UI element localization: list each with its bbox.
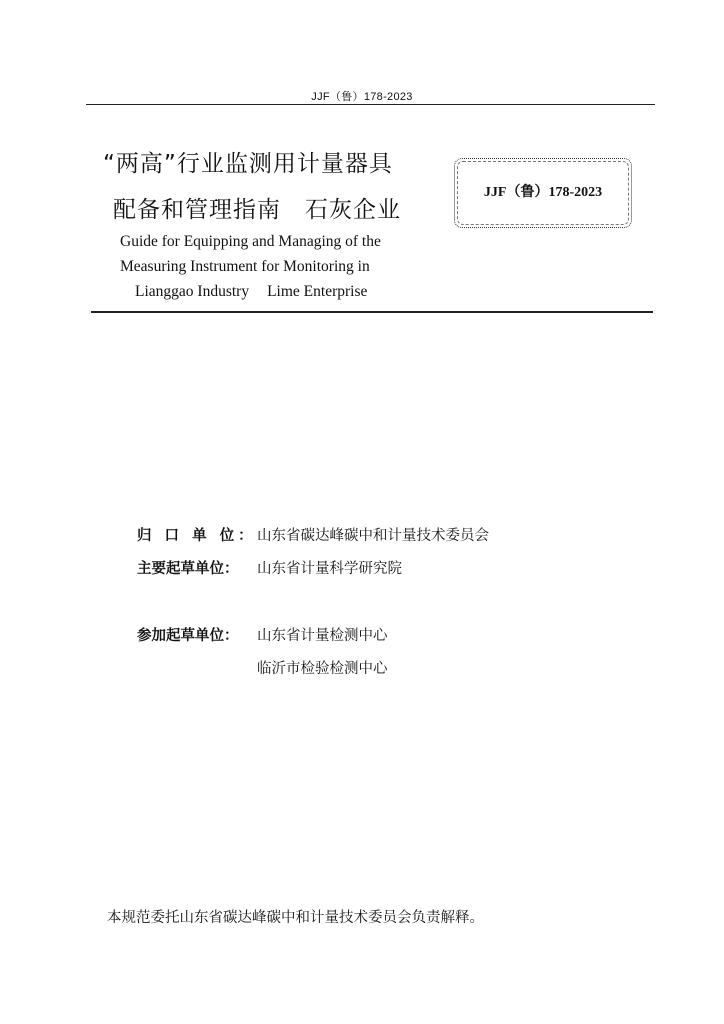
responsible-unit-label: 归 口 单 位： [137,528,257,544]
chinese-title-main: 配备和管理指南 [113,197,281,223]
chinese-title-sub: 石灰企业 [305,197,401,223]
chinese-title-line-2 [113,191,401,224]
title-divider [91,311,653,313]
main-drafter-value: 山东省计量科学研究院 [257,561,402,577]
interpretation-note: 本规范委托山东省碳达峰碳中和计量技术委员会负责解释。 [107,910,484,926]
participating-drafter-value-2: 临沂市检验检测中心 [257,661,388,677]
english-title-enterprise: Lime Enterprise [267,283,368,300]
participating-drafter-value-1: 山东省计量检测中心 [257,628,388,644]
english-title-industry: Lianggao Industry [135,283,250,300]
english-title-line-1: Guide for Equipping and Managing of the [120,233,381,250]
responsible-unit-value: 山东省碳达峰碳中和计量技术委员会 [257,528,489,544]
standard-code-text: JJF（鲁）178-2023 [483,185,603,200]
participating-drafter-label: 参加起草单位： [137,628,239,644]
standard-code-box [454,158,632,228]
english-title-line-3 [135,283,367,301]
chinese-title-line-1: “两高”行业监测用计量器具 [103,151,393,177]
header-divider [86,104,655,105]
header-standard-code: JJF（鲁）178-2023 [311,91,413,103]
english-title-line-2: Measuring Instrument for Monitoring in [120,258,370,275]
main-drafter-label: 主要起草单位： [137,561,239,577]
